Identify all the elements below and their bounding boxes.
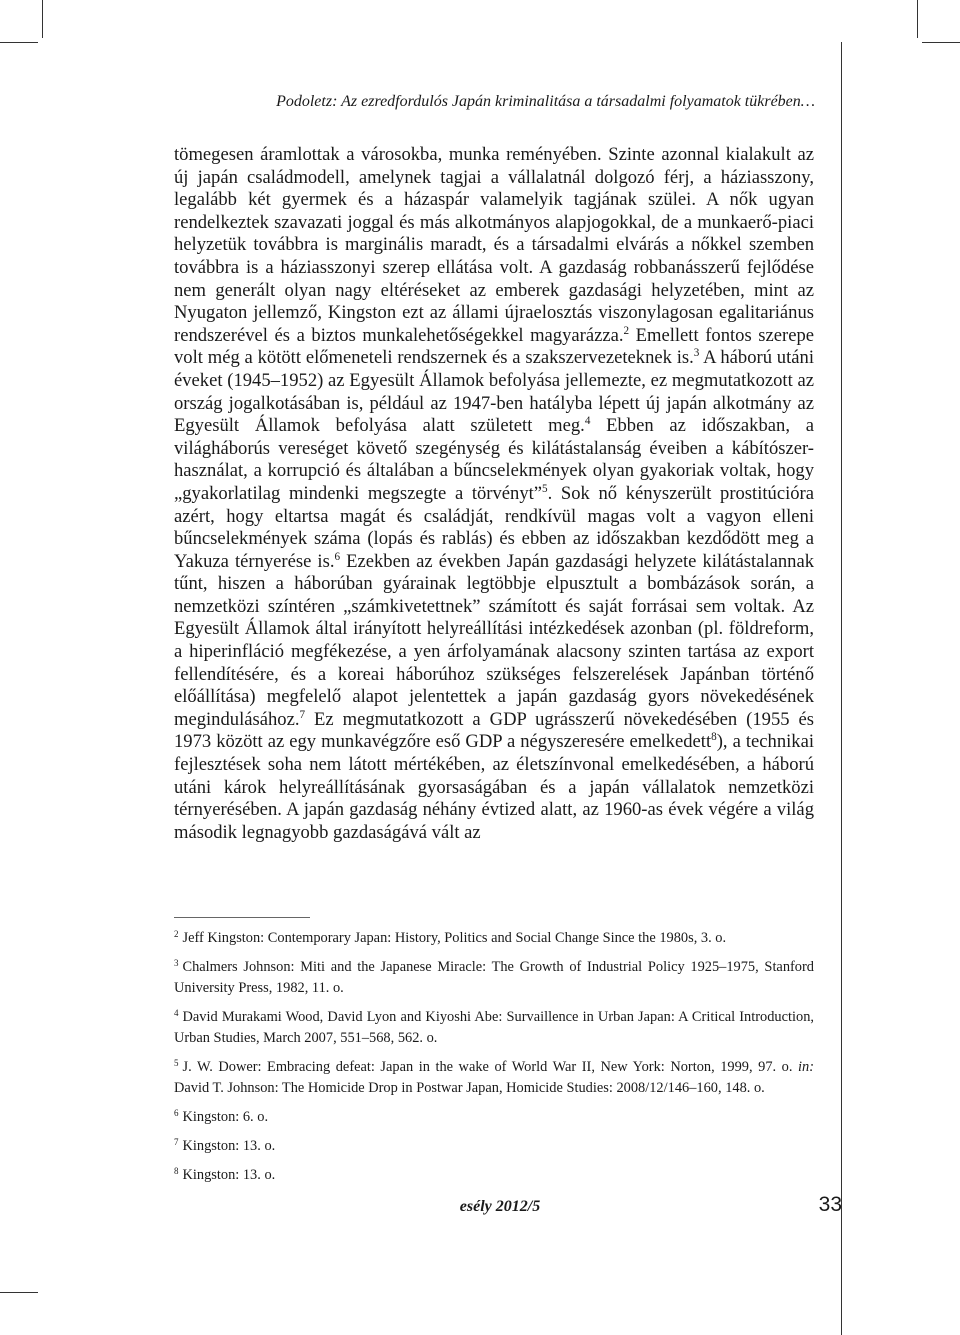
footnote [174,1132,814,1157]
footnote [174,1053,814,1099]
footnote-number: 7 [174,1137,179,1147]
journal-title: esély 2012/5 [459,1198,541,1215]
crop-mark [0,1292,38,1293]
body-text-segment: . Sok nő kényszerült prostitúcióra azért, hogy eltartsa magát és családját, rendkívül magas volt a vagyon elleni bűncselekmények száma (lopás és rablás) és ebben az időszakban kezdődött meg a Yakuza térnyerése is. [174,482,814,572]
footnote [174,1103,814,1128]
crop-mark [42,0,43,38]
footnote-ref[interactable]: 5 [542,482,548,495]
page-number: 33 [818,1193,842,1216]
footnote-list [174,924,814,1190]
footnote-ref[interactable]: 3 [693,347,700,360]
footnote-number: 6 [174,1108,179,1118]
crop-mark [922,42,960,43]
footnote-ref[interactable]: 6 [334,550,341,563]
footnote-text: Chalmers Johnson: Miti and the Japanese Miracle: The Growth of Industrial Policy 1925–1975, Stanford University Press, 1982, 11. o. [174,959,814,996]
footnote-text: David T. Johnson: The Homicide Drop in Postwar Japan, Homicide Studies: 2008/12/146–160, 148. o. [174,1080,765,1096]
body-text-segment: Ezekben az években Japán gazdasági helyzete kilátástalannak tűnt, hiszen a háborúban gyárainak legtöbbje elpusztult a bombázások során, a nemzetközi színtéren „számkivetettnek” számított és saját forrásai sem voltak. Az Egyesült Államok által irányított helyreállítási intézkedések azonban (pl. földreform, a hiperinfláció megfékezése, a yen árfolyamának alacsony szinten tartása az export fellendítésére, és a koreai háborúhoz szükséges felszerelések Japánban történő előállítása) megfelelő alapot jelentettek a japán gazdaság gyors növekedésének megindulásához. [174,550,815,730]
body-text-segment: Ez megmutatkozott a GDP ugrásszerű növekedésében (1955 és 1973 között az egy munkavégzőre eső GDP a négyszeresére emelkedett [174,708,814,753]
footnote-number: 5 [174,1058,179,1068]
footnote-text: J. W. Dower: Embracing defeat: Japan in the wake of World War II, New York: Norton, 1999, 97. o. [182,1059,798,1075]
crop-mark [841,42,842,1335]
footnote-text: Kingston: 13. o. [182,1167,276,1183]
running-header: Podoletz: Az ezredfordulós Japán kriminalitása a társadalmi folyamatok tükrében… [276,93,815,110]
footnote-ref[interactable]: 7 [299,708,306,721]
footnote [174,1003,814,1049]
crop-mark [0,42,38,43]
crop-mark [917,0,918,38]
body-text-segment: Emellett fontos szerepe volt még a kötött előmeneteli rendszernek és a szakszervezeteknek is. [174,324,815,369]
footnote-number: 4 [174,1008,179,1018]
footnote-number: 2 [174,929,179,939]
footnote-text: David Murakami Wood, David Lyon and Kiyoshi Abe: Survaillence in Urban Japan: A Critical Introduction, Urban Studies, March 2007, 551–568, 562. o. [174,1009,814,1046]
footnote-text: Jeff Kingston: Contemporary Japan: History, Politics and Social Change Since the 1980s, 3. o. [182,930,727,946]
footnote [174,1161,814,1186]
body-text-segment: ), a technikai fejlesztések soha nem látott mértékében, az életszínvonal emelkedésében, a háború utáni károk helyreállításának gyorsaságában és a japán vállalatok nemzetközi térnyerésében. A japán gazdaság néhány évtized alatt, az 1960-as évek végére a világ második legnagyobb gazdaságává vált az [174,731,815,843]
body-text-segment: tömegesen áramlottak a városokba, munka reményében. Szinte azonnal kialakult az új japán családmodell, amelynek tagjai a vállalatnál dolgozó férj, a háziasszony, legalább két gyermek és a házaspár valamelyik tagjának szülei. A nők ugyan rendelkeztek szavazati joggal és más alkotmányos alapjogokkal, de a munkaerő-piaci helyzetük továbbra is marginális maradt, és a társadalmi elvárás a nőkkel szemben továbbra is a háziasszonyi szerep ellátása volt. A gazdaság robbanásszerű fejlődése nem generált olyan nagy eltéréseket az emberek gazdasági helyzetében, mint az Nyugaton jellemző, Kingston ezt az állami újraelosztás viszonylagosan egalitariánus rendszerével és a biztos munkalehetőségekkel magyarázza. [174,144,814,346]
footnote [174,953,814,999]
body-paragraph [174,144,814,844]
footnote-number: 8 [174,1166,179,1176]
footnote-ref[interactable]: 2 [623,324,630,337]
body-text-segment: Ebben az időszakban, a világháborús vereséget követő szegénység és kilátástalanság éveiben a kábítószer-használat, a korrupció és általában a bűncselekmények olyan gyakoriak voltak, hogy „gyakorlatilag mindenki megszegte a törvényt” [174,415,814,504]
footnote-text: Kingston: 6. o. [182,1109,269,1125]
body-text-segment: A háború utáni éveket (1945–1952) az Egyesült Államok befolyása jellemezte, ez megmutatkozott az ország jogalkotásában is, például az 1947-ben hatályba lépett új japán alkotmány az Egyesült Államok befolyása alatt született meg. [174,347,814,437]
footnote-ref[interactable]: 8 [711,731,717,744]
footnote [174,924,814,949]
footnote-ref[interactable]: 4 [584,414,591,427]
footnote-divider [174,917,310,918]
footnote-text-italic: in: [798,1059,814,1075]
footnote-number: 3 [174,958,179,968]
footnote-text: Kingston: 13. o. [182,1138,276,1154]
